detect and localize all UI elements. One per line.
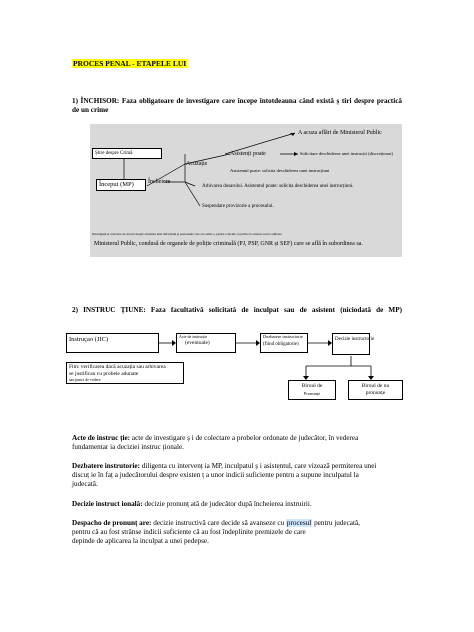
assistant-request-label: Asistentul poate: solicita deschiderea unei instrucțiuni (230, 168, 330, 173)
definition-decision-text: decizie pronunț ată de judecător după încheierea instruirii. (142, 500, 312, 508)
definition-pronouncement-cont: pentru că au fost strânse indicii suficiente că au fost îndeplinite premizele de care (72, 528, 306, 536)
suspend-label: Suspendare provizorie a procesului. (202, 204, 274, 209)
public-ministry-note: Ministerul Public, condusă de organele de poliție criminală (PJ, PSP, GNR și SEF) care se află în subordinea sa. (94, 241, 363, 247)
purpose-line2: se justificau cu probele adunate (69, 370, 139, 377)
indictment-order-sub: Pronunțe (303, 391, 321, 396)
crime-news-box: Știre despre Crimă (92, 148, 162, 159)
indictment-order-label: Biroul de (301, 383, 323, 389)
prosecutor-label: A acuza aflări de Ministerul Public (298, 130, 382, 136)
indictment-order-box (288, 380, 336, 400)
definition-pronouncement-text: decizie instructivă care decide să avanseze cu (151, 519, 286, 527)
definition-acts-text: acte de investigare ș i de colectare a probelor ordonate de judecător, în vederea (130, 434, 359, 442)
section1-heading-cont: de un crime (72, 106, 109, 114)
definition-pronouncement-after: pentru judecată, (312, 519, 360, 527)
definition-acts-cont: fundamentar ia deciziei instruc ționale. (72, 443, 184, 451)
closing-label: Încheiere (148, 179, 171, 185)
instruction-decision-box: Decizie instructorie (332, 333, 370, 355)
instruction-jic-label: Instruçao (JIC) (69, 336, 109, 343)
definition-decision (72, 500, 402, 509)
instruction-debate-label: Dezbatere instructorie (263, 334, 303, 339)
highlighted-word: procesul (286, 519, 312, 527)
non-indictment-order-sub: pronunțe (365, 390, 386, 396)
investigation-footnote: Investigații și colectare de dovezi despre existența unei infracțiuni și persoanele care au comis-o, pentru a decide cu privire la acuzare sau la arhivare (92, 232, 282, 236)
instruction-jic-box (66, 333, 159, 353)
start-mp-box: Început (MP) (96, 179, 146, 191)
definition-debate-cont: discuț ie în faț a judecătorului despre existen ț a unor indicii suficiente pentru a supune inculpatul la (72, 471, 359, 479)
instruction-purpose-note (66, 362, 184, 384)
instruction-debate-sub: (fiind obligatorie) (263, 342, 299, 347)
request-label: Solicitare deschiderea unei instrucții (discreționar) (300, 151, 393, 156)
purpose-line1: Fim: verificarea dacă acuzația sau arhivarea (69, 364, 166, 370)
document-title: PROCES PENAL - ETAPELE LUI (73, 59, 187, 68)
stage1-diagram (90, 124, 402, 257)
archive-label: Arhivarea dosarului. Asistentul poate: solicita deschiderea unei instrucțiuni. (202, 184, 354, 189)
assistant-label: Asistenți poate (230, 151, 266, 157)
definition-decision-term: Decizie instruct ională: (72, 500, 143, 508)
definition-debate-text: diligenta cu intervenț ia MP, inculpatul ș i asistentul, care vizează permiterea unei (139, 462, 377, 470)
definition-pronouncement-cont2: depinde de aplicarea la inculpat a unei pedepse. (72, 537, 209, 545)
definition-pronouncement (72, 519, 406, 546)
stage2-diagram (66, 330, 406, 410)
definition-acts (72, 434, 402, 452)
instruction-debate-box (260, 333, 308, 353)
non-indictment-order-label: Biroul de nu (361, 383, 390, 389)
instruction-acts-box (176, 333, 236, 353)
section2-heading: 2) INSTRUC ȚIUNE: Faza facultativă solicitată de inculpat sau de asistent (niciodată de MP) (72, 306, 402, 314)
charge-label: Acuzație (186, 161, 208, 167)
definition-debate-cont2: judecată. (72, 480, 98, 488)
definition-acts-term: Acte de instruc ție: (72, 434, 131, 442)
definition-pronouncement-term: Despacho de pronunț are: (72, 519, 152, 527)
section1-heading: 1) ÎNCHISOR: Faza obligatoare de investigare care începe întotdeauna când există ș tiri despre practică (72, 97, 402, 105)
non-indictment-order-box (348, 380, 403, 400)
purpose-line3: sau punct de vedere (69, 377, 101, 382)
definition-debate (72, 462, 406, 489)
instruction-acts-sub: (eventuale) (185, 340, 210, 346)
definition-debate-term: Dezbatere instrutorie: (72, 462, 140, 470)
instruction-acts-label: Acte de instrucție (179, 334, 208, 339)
